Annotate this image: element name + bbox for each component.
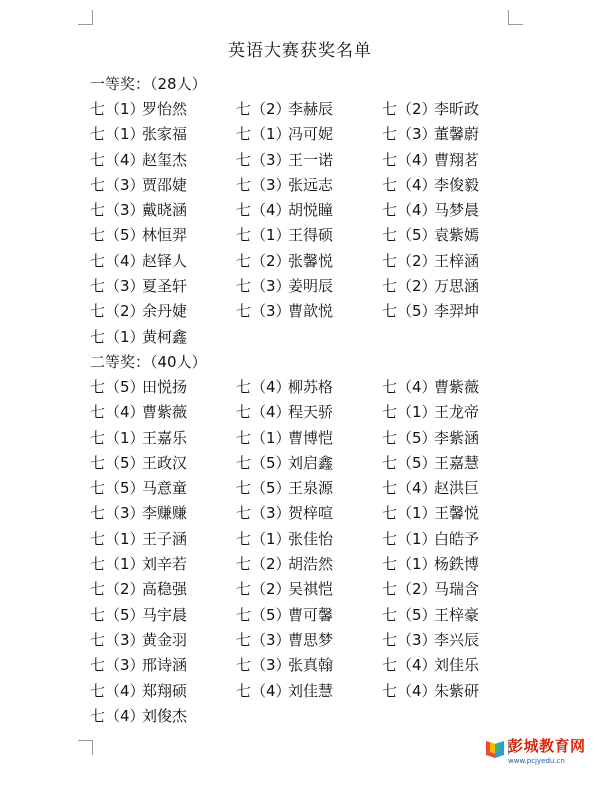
class-label: 七（5） bbox=[382, 605, 437, 624]
student-name: 柳苏格 bbox=[288, 377, 334, 396]
class-label: 七（4） bbox=[382, 377, 437, 396]
winner-entry bbox=[90, 704, 236, 729]
class-label: 七（3） bbox=[90, 504, 145, 523]
class-label: 七（2） bbox=[236, 555, 291, 574]
section-heading: 一等奖：（28人） bbox=[90, 75, 207, 93]
winner-row bbox=[90, 577, 530, 602]
student-name: 余丹婕 bbox=[142, 302, 188, 321]
winner-row bbox=[90, 552, 530, 577]
winner-row bbox=[90, 679, 530, 704]
winner-row bbox=[90, 97, 530, 122]
winner-row bbox=[90, 375, 530, 400]
student-name: 王梓涵 bbox=[434, 251, 480, 270]
document-title: 英语大赛获奖名单 bbox=[228, 41, 372, 61]
winner-entry bbox=[90, 501, 236, 526]
student-name: 王政汉 bbox=[142, 453, 188, 472]
student-name: 冯可妮 bbox=[288, 125, 334, 144]
winner-row bbox=[90, 122, 530, 147]
class-label: 七（3） bbox=[236, 630, 291, 649]
student-name: 马梦晨 bbox=[434, 201, 480, 220]
student-name: 曹博恺 bbox=[288, 428, 334, 447]
winner-row bbox=[90, 501, 530, 526]
student-name: 曹紫薇 bbox=[142, 403, 188, 422]
winner-entry bbox=[382, 148, 528, 173]
winner-entry bbox=[236, 400, 382, 425]
class-label: 七（2） bbox=[90, 302, 145, 321]
class-label: 七（3） bbox=[236, 656, 291, 675]
student-name: 田悦扬 bbox=[142, 377, 188, 396]
student-name: 张远志 bbox=[288, 175, 334, 194]
class-label: 七（3） bbox=[90, 201, 145, 220]
student-name: 王嘉乐 bbox=[142, 428, 188, 447]
winner-row bbox=[90, 198, 530, 223]
class-label: 七（5） bbox=[382, 226, 437, 245]
class-label: 七（5） bbox=[382, 428, 437, 447]
class-label: 七（4） bbox=[382, 656, 437, 675]
winner-entry bbox=[382, 577, 528, 602]
winner-entry bbox=[382, 223, 528, 248]
class-label: 七（4） bbox=[236, 403, 291, 422]
class-label: 七（3） bbox=[90, 656, 145, 675]
winner-entry bbox=[382, 603, 528, 628]
class-label: 七（4） bbox=[90, 150, 145, 169]
class-label: 七（4） bbox=[382, 479, 437, 498]
class-label: 七（1） bbox=[236, 529, 291, 548]
winner-entry bbox=[90, 527, 236, 552]
winner-entry bbox=[90, 173, 236, 198]
winner-entry bbox=[236, 603, 382, 628]
winner-entry bbox=[236, 679, 382, 704]
page-corner-mark-bottom-left bbox=[78, 740, 93, 755]
class-label: 七（1） bbox=[90, 555, 145, 574]
winner-entry bbox=[90, 325, 236, 350]
class-label: 七（2） bbox=[382, 100, 437, 118]
student-name: 胡浩然 bbox=[288, 555, 334, 574]
class-label: 七（4） bbox=[382, 201, 437, 220]
page-corner-mark-top-right bbox=[508, 10, 523, 25]
winner-entry bbox=[90, 628, 236, 653]
class-label: 七（4） bbox=[90, 251, 145, 270]
class-label: 七（3） bbox=[236, 150, 291, 169]
student-name: 马意童 bbox=[142, 479, 188, 498]
class-label: 七（1） bbox=[90, 327, 145, 346]
student-name: 赵铎人 bbox=[142, 251, 188, 270]
student-name: 张家福 bbox=[142, 125, 188, 144]
class-label: 七（3） bbox=[90, 277, 145, 296]
student-name: 李昕政 bbox=[434, 100, 480, 118]
class-label: 七（1） bbox=[90, 428, 145, 447]
student-name: 郑翔硕 bbox=[142, 681, 188, 700]
winner-entry bbox=[236, 274, 382, 299]
class-label: 七（4） bbox=[236, 377, 291, 396]
class-label: 七（5） bbox=[236, 479, 291, 498]
student-name: 李羿坤 bbox=[434, 302, 480, 321]
winner-row bbox=[90, 426, 530, 451]
class-label: 七（2） bbox=[236, 580, 291, 599]
award-list bbox=[90, 72, 530, 729]
winner-row bbox=[90, 223, 530, 248]
class-label: 七（2） bbox=[382, 580, 437, 599]
winner-entry bbox=[90, 653, 236, 678]
winner-entry bbox=[382, 426, 528, 451]
class-label: 七（1） bbox=[382, 529, 437, 548]
class-label: 七（4） bbox=[90, 706, 145, 725]
student-name: 姜明辰 bbox=[288, 277, 334, 296]
class-label: 七（5） bbox=[90, 453, 145, 472]
student-name: 李紫涵 bbox=[434, 428, 480, 447]
student-name: 万思涵 bbox=[434, 277, 480, 296]
winner-entry bbox=[236, 527, 382, 552]
student-name: 王梓豪 bbox=[434, 605, 480, 624]
class-label: 七（1） bbox=[236, 226, 291, 245]
winner-row bbox=[90, 476, 530, 501]
class-label: 七（5） bbox=[90, 377, 145, 396]
winner-entry bbox=[382, 653, 528, 678]
student-name: 贺梓喧 bbox=[288, 504, 334, 523]
student-name: 刘启鑫 bbox=[288, 453, 334, 472]
winner-entry bbox=[90, 198, 236, 223]
winner-entry bbox=[90, 400, 236, 425]
winner-entry bbox=[236, 249, 382, 274]
winner-entry bbox=[236, 97, 382, 122]
winner-row bbox=[90, 173, 530, 198]
class-label: 七（1） bbox=[90, 125, 145, 144]
student-name: 朱紫研 bbox=[434, 681, 480, 700]
winner-entry bbox=[236, 122, 382, 147]
winner-entry bbox=[90, 375, 236, 400]
class-label: 七（3） bbox=[236, 175, 291, 194]
student-name: 杨鉄博 bbox=[434, 555, 480, 574]
winner-row bbox=[90, 603, 530, 628]
class-label: 七（2） bbox=[90, 580, 145, 599]
winner-row bbox=[90, 704, 530, 729]
class-label: 七（1） bbox=[236, 125, 291, 144]
class-label: 七（1） bbox=[382, 403, 437, 422]
class-label: 七（1） bbox=[90, 100, 145, 118]
winner-entry bbox=[90, 679, 236, 704]
class-label: 七（2） bbox=[236, 100, 291, 118]
winner-entry bbox=[382, 679, 528, 704]
class-label: 七（5） bbox=[382, 453, 437, 472]
student-name: 罗怡然 bbox=[142, 100, 188, 118]
student-name: 林恒羿 bbox=[142, 226, 188, 245]
class-label: 七（3） bbox=[236, 277, 291, 296]
student-name: 曹翔茗 bbox=[434, 150, 480, 169]
winner-entry bbox=[382, 97, 528, 122]
page-corner-mark-top-left bbox=[78, 10, 93, 25]
student-name: 董馨蔚 bbox=[434, 125, 480, 144]
winner-entry bbox=[236, 299, 382, 324]
watermark-site-name: 彭城教育网 bbox=[508, 737, 586, 755]
section-heading: 二等奖：（40人） bbox=[90, 352, 207, 371]
winner-entry bbox=[382, 628, 528, 653]
class-label: 七（3） bbox=[90, 630, 145, 649]
class-label: 七（5） bbox=[90, 226, 145, 245]
class-label: 七（5） bbox=[382, 302, 437, 321]
class-label: 七（3） bbox=[382, 630, 437, 649]
winner-entry bbox=[90, 299, 236, 324]
winner-entry bbox=[236, 501, 382, 526]
class-label: 七（3） bbox=[90, 175, 145, 194]
student-name: 夏圣轩 bbox=[142, 277, 188, 296]
student-name: 黄金羽 bbox=[142, 630, 188, 649]
student-name: 刘辛若 bbox=[142, 555, 188, 574]
winner-entry bbox=[236, 577, 382, 602]
winner-entry bbox=[236, 426, 382, 451]
class-label: 七（2） bbox=[382, 251, 437, 270]
winner-entry bbox=[382, 476, 528, 501]
winner-entry bbox=[236, 552, 382, 577]
winner-entry bbox=[90, 249, 236, 274]
winner-entry bbox=[382, 249, 528, 274]
student-name: 张真翰 bbox=[288, 656, 334, 675]
student-name: 戴晓涵 bbox=[142, 201, 188, 220]
class-label: 七（1） bbox=[236, 428, 291, 447]
class-label: 七（5） bbox=[236, 605, 291, 624]
winner-entry bbox=[382, 501, 528, 526]
student-name: 张馨悦 bbox=[288, 251, 334, 270]
winner-entry bbox=[382, 400, 528, 425]
winner-entry bbox=[90, 603, 236, 628]
winner-entry bbox=[90, 426, 236, 451]
winner-row bbox=[90, 325, 530, 350]
winner-row bbox=[90, 299, 530, 324]
winner-row bbox=[90, 274, 530, 299]
student-name: 刘俊杰 bbox=[142, 706, 188, 725]
class-label: 七（1） bbox=[382, 504, 437, 523]
student-name: 赵玺杰 bbox=[142, 150, 188, 169]
student-name: 曹歆悦 bbox=[288, 302, 334, 321]
winner-entry bbox=[90, 148, 236, 173]
winner-entry bbox=[90, 97, 236, 122]
book-logo-icon bbox=[484, 738, 506, 760]
student-name: 曹可馨 bbox=[288, 605, 334, 624]
student-name: 王馨悦 bbox=[434, 504, 480, 523]
class-label: 七（1） bbox=[382, 555, 437, 574]
class-label: 七（4） bbox=[382, 175, 437, 194]
winner-entry bbox=[236, 375, 382, 400]
student-name: 邢诗涵 bbox=[142, 656, 188, 675]
class-label: 七（3） bbox=[382, 125, 437, 144]
class-label: 七（5） bbox=[90, 479, 145, 498]
winner-row bbox=[90, 400, 530, 425]
student-name: 李俊毅 bbox=[434, 175, 480, 194]
winner-row bbox=[90, 628, 530, 653]
winner-entry bbox=[90, 274, 236, 299]
student-name: 高稳强 bbox=[142, 580, 188, 599]
class-label: 七（3） bbox=[236, 504, 291, 523]
student-name: 白皓予 bbox=[434, 529, 480, 548]
student-name: 刘佳乐 bbox=[434, 656, 480, 675]
student-name: 李赚赚 bbox=[142, 504, 188, 523]
watermark-site-url: www.pcjyedu.cn bbox=[508, 757, 565, 765]
winner-entry bbox=[236, 223, 382, 248]
student-name: 王泉源 bbox=[288, 479, 334, 498]
winner-entry bbox=[382, 451, 528, 476]
winner-entry bbox=[236, 653, 382, 678]
winner-entry bbox=[382, 198, 528, 223]
class-label: 七（4） bbox=[236, 681, 291, 700]
class-label: 七（2） bbox=[382, 277, 437, 296]
student-name: 王嘉慧 bbox=[434, 453, 480, 472]
winner-entry bbox=[382, 375, 528, 400]
class-label: 七（5） bbox=[236, 453, 291, 472]
student-name: 赵洪巨 bbox=[434, 479, 480, 498]
class-label: 七（4） bbox=[236, 201, 291, 220]
winner-entry bbox=[236, 198, 382, 223]
student-name: 刘佳慧 bbox=[288, 681, 334, 700]
winner-entry bbox=[382, 299, 528, 324]
winner-entry bbox=[236, 476, 382, 501]
winner-entry bbox=[90, 577, 236, 602]
class-label: 七（4） bbox=[382, 681, 437, 700]
winner-entry bbox=[382, 122, 528, 147]
winner-entry bbox=[90, 122, 236, 147]
student-name: 程天骄 bbox=[288, 403, 334, 422]
student-name: 马宇晨 bbox=[142, 605, 188, 624]
student-name: 张佳怡 bbox=[288, 529, 334, 548]
class-label: 七（5） bbox=[90, 605, 145, 624]
winner-entry bbox=[236, 173, 382, 198]
student-name: 曹紫薇 bbox=[434, 377, 480, 396]
student-name: 吴祺恺 bbox=[288, 580, 334, 599]
student-name: 马瑞含 bbox=[434, 580, 480, 599]
watermark-logo bbox=[484, 736, 588, 772]
winner-entry bbox=[90, 223, 236, 248]
class-label: 七（2） bbox=[236, 251, 291, 270]
student-name: 李赫辰 bbox=[288, 100, 334, 118]
winner-entry bbox=[382, 173, 528, 198]
winner-entry bbox=[382, 527, 528, 552]
student-name: 曹思梦 bbox=[288, 630, 334, 649]
student-name: 胡悦瞳 bbox=[288, 201, 334, 220]
winner-row bbox=[90, 148, 530, 173]
winner-entry bbox=[90, 552, 236, 577]
student-name: 李兴辰 bbox=[434, 630, 480, 649]
class-label: 七（4） bbox=[382, 150, 437, 169]
student-name: 王得硕 bbox=[288, 226, 334, 245]
class-label: 七（4） bbox=[90, 681, 145, 700]
winner-entry bbox=[236, 451, 382, 476]
winner-entry bbox=[236, 628, 382, 653]
class-label: 七（3） bbox=[236, 302, 291, 321]
student-name: 王子涵 bbox=[142, 529, 188, 548]
winner-entry bbox=[90, 476, 236, 501]
winner-entry bbox=[382, 552, 528, 577]
winner-row bbox=[90, 653, 530, 678]
winner-entry bbox=[382, 274, 528, 299]
student-name: 贾邵婕 bbox=[142, 175, 188, 194]
student-name: 黄柯鑫 bbox=[142, 327, 188, 346]
student-name: 王龙帝 bbox=[434, 403, 480, 422]
winner-entry bbox=[236, 148, 382, 173]
winner-entry bbox=[90, 451, 236, 476]
student-name: 王一诺 bbox=[288, 150, 334, 169]
student-name: 袁紫嫣 bbox=[434, 226, 480, 245]
winner-row bbox=[90, 451, 530, 476]
class-label: 七（4） bbox=[90, 403, 145, 422]
winner-row bbox=[90, 249, 530, 274]
winner-row bbox=[90, 527, 530, 552]
class-label: 七（1） bbox=[90, 529, 145, 548]
